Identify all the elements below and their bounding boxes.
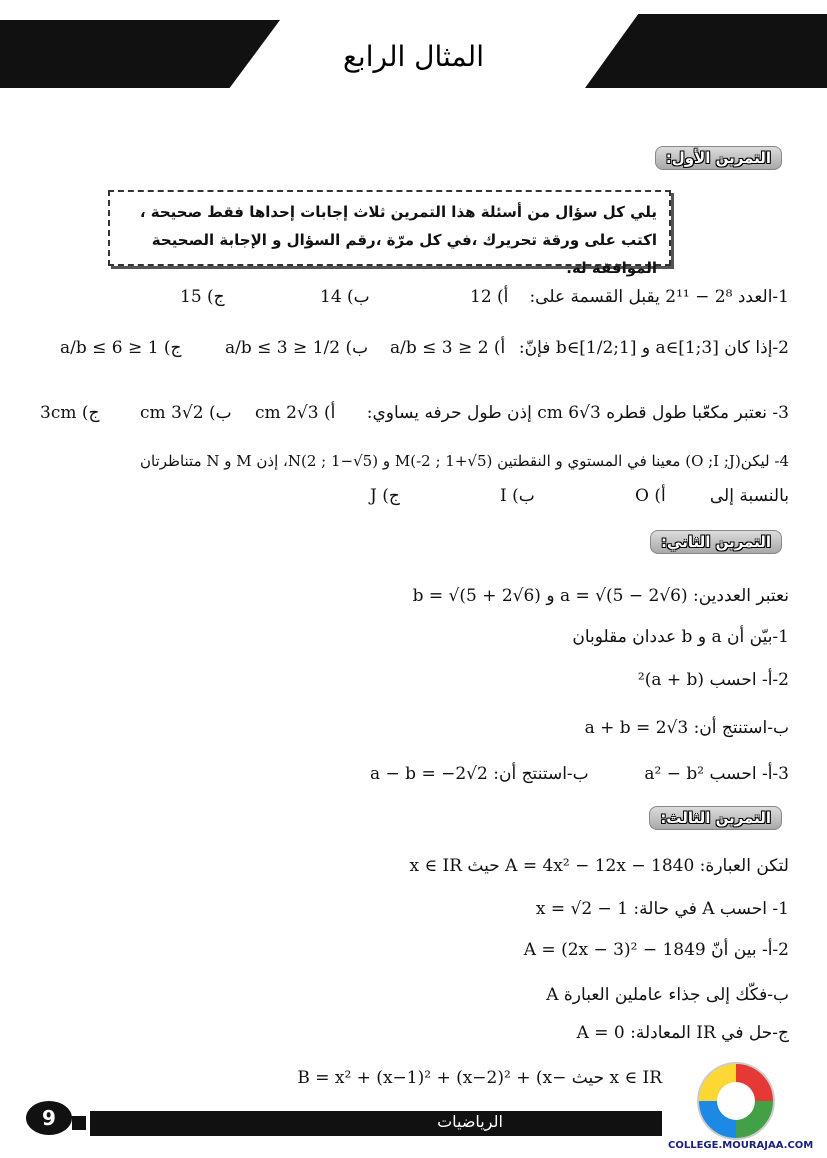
ex3-line-4: ب-فكّك إلى جذاء عاملين العبارة A [546,985,789,1005]
q4-text: 4- ليكن(O ;I ;J) معينا في المستوي و النقطتين M(-2 ; 1+√5) و N(2 ; 1−√5)، إذن M و N متناظرتان [139,452,789,470]
site-url: COLLEGE.MOURAJAA.COM [668,1140,814,1151]
q2-option-a: أ) 2 ≤ a/b ≤ 3 [390,338,506,358]
ex3-line-3: 2-أ- بين أنّ A = (2x − 3)² − 1849 [523,940,789,960]
q1-option-b: ب) 14 [320,287,370,307]
q1-option-a: أ) 12 [470,287,509,307]
instructions-line-1: يلي كل سؤال من أسئلة هذا التمرين ثلاث إجابات إحداها فقط صحيحة ، [139,203,657,221]
ex2-line-4: ب-استنتج أن: a + b = 2√3 [584,718,789,738]
ex2-line-5b: ب-استنتج أن: a − b = −2√2 [370,764,589,784]
q2-option-c: ج) 1 ≤ a/b ≤ 6 [60,338,182,358]
exercise-1-tag: التمرين الأول: [655,146,782,170]
q2-text: 2-إذا كان a∈[1;3] و b∈[1/2;1] فإنّ: [518,338,789,358]
ex3-line-5: ج-حل في IR المعادلة: A = 0 [576,1023,789,1043]
page-number-connector [72,1116,86,1130]
site-logo-icon [697,1062,775,1140]
q2-option-b: ب) 1/2 ≤ a/b ≤ 3 [225,338,369,358]
ex2-line-2: 1-بيّن أن a و b عددان مقلوبان [572,627,789,647]
q3-option-c: ج) 3cm [40,403,100,423]
instructions-line-2: اكتب على ورقة تحريرك ،في كل مرّة ،رقم السؤال و الإجابة الصحيحة الموافقة له. [151,231,657,277]
exercise-3-tag: التمرين الثالث: [649,806,782,830]
q3-text: 3- نعتبر مكعّبا طول قطره 3√6 cm إذن طول حرفه يساوي: [366,403,789,423]
page-title: المثال الرابع [343,40,484,73]
ex3-line-2: 1- احسب A في حالة: x = √2 − 1 [535,899,789,919]
instructions-box [108,190,671,277]
q4-option-a: أ) O [635,486,666,506]
ex2-line-1: نعتبر العددين: a = √(5 − 2√6) و b = √(5 + 2√6) [412,586,789,606]
exercise-2-tag: التمرين الثاني: [650,530,782,554]
ex2-line-3: 2-أ- احسب (a + b)² [637,670,789,690]
footer-subject: الرياضيات [437,1112,503,1131]
footer-bar [90,1111,662,1136]
ex2-line-5: 3-أ- احسب a² − b² [644,764,789,784]
page-number: 9 [26,1101,72,1135]
q1-text: 1-العدد 2⁸ − 2¹¹ يقبل القسمة على: [529,287,789,307]
q4-continuation: بالنسبة إلى [709,486,789,506]
q3-option-b: ب) 2√3 cm [140,403,232,423]
q4-option-b: ب) I [500,486,535,506]
q4-option-c: ج) J [370,486,400,506]
ex3-line-1: لتكن العبارة: A = 4x² − 12x − 1840 حيث x ∈ IR [409,856,789,876]
q3-option-a: أ) 3√2 cm [255,403,336,423]
q1-option-c: ج) 15 [180,287,225,307]
ex3-line-6: B = x² + (x−1)² + (x−2)² + (x− حيث x ∈ IR [297,1068,662,1088]
